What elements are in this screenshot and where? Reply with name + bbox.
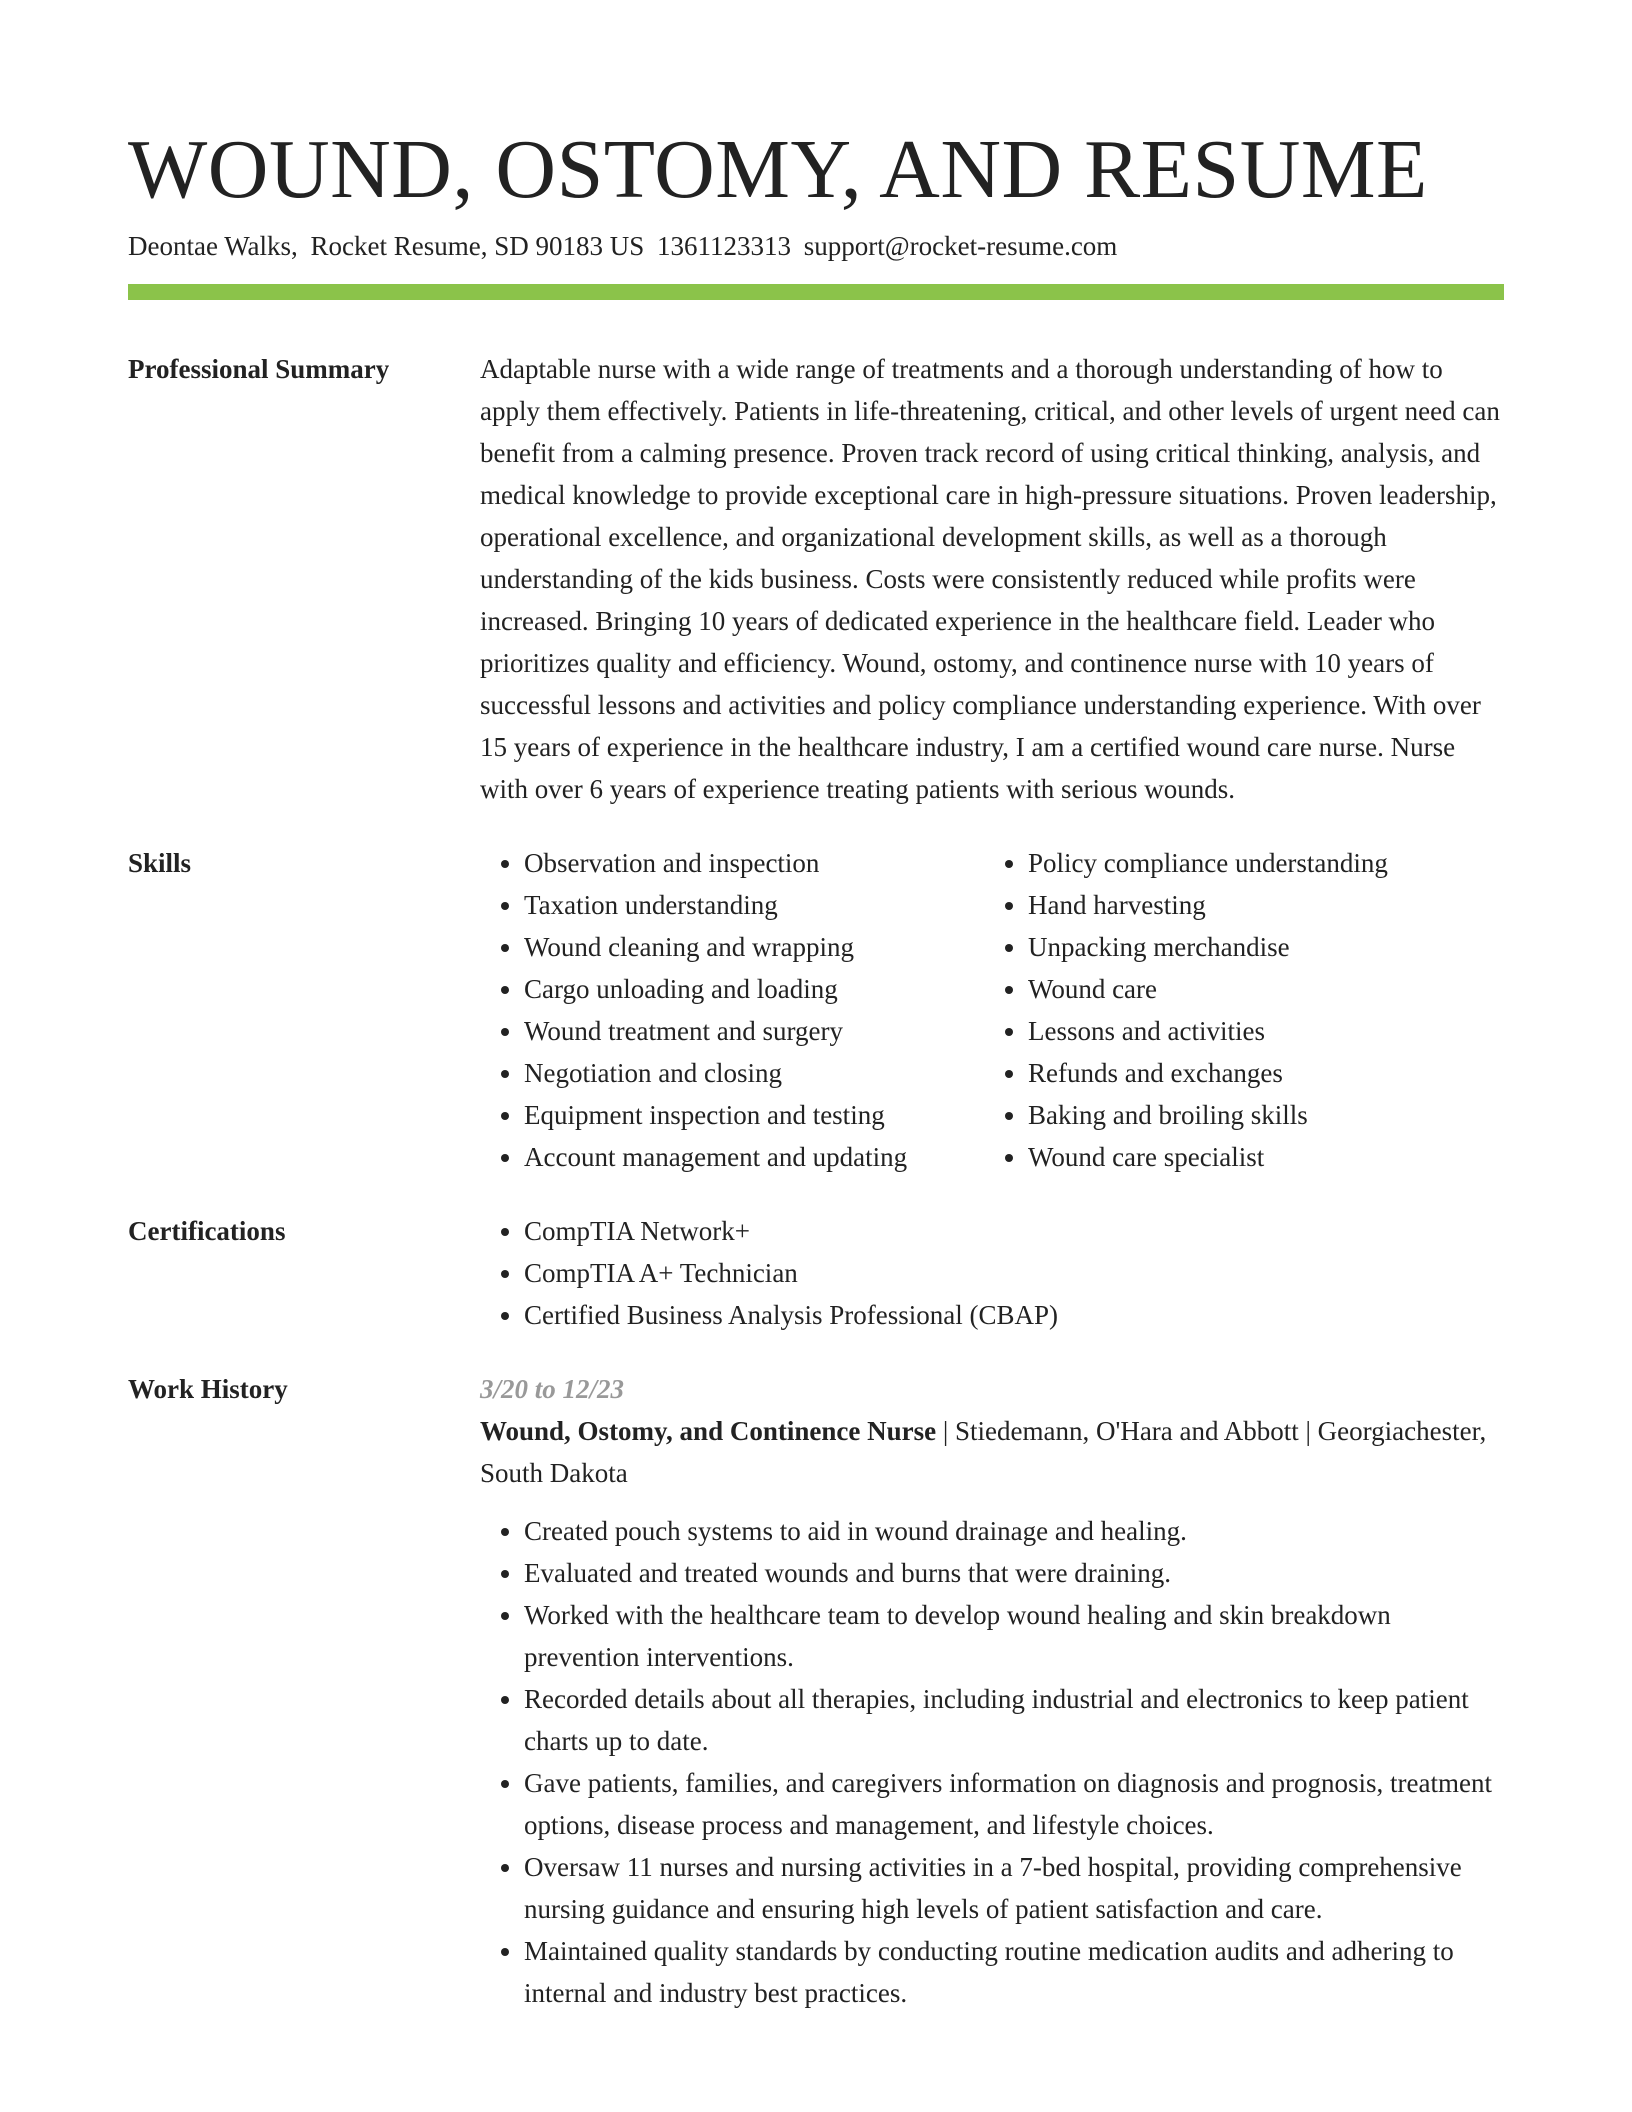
section-title-skills: Skills [128, 848, 192, 878]
accent-divider [128, 284, 1504, 300]
job-details: | Stiedemann, O'Hara and Abbott | Georgiachester, South Dakota [480, 1416, 1487, 1488]
job-bullet: • Oversaw 11 nurses and nursing activities in a 7-bed hospital, providing comprehensive nursing guidance and ensuring high levels of patient satisfaction and care. [524, 1846, 1504, 1930]
skills-grid [480, 842, 1504, 1178]
skill-item: • Baking and broiling skills [1028, 1094, 1484, 1136]
contact-line [128, 228, 1504, 264]
skill-item: • Wound care specialist [1028, 1136, 1484, 1178]
skill-item: • Negotiation and closing [524, 1052, 984, 1094]
job-bullet-list [480, 1510, 1504, 2014]
certification-item: • CompTIA A+ Technician [524, 1252, 1504, 1294]
certification-item: • CompTIA Network+ [524, 1210, 1504, 1252]
job-bullet: • Gave patients, families, and caregivers information on diagnosis and prognosis, treatment options, disease process and management, and lifestyle choices. [524, 1762, 1504, 1846]
job-bullet: • Recorded details about all therapies, including industrial and electronics to keep patient charts up to date. [524, 1678, 1504, 1762]
skill-item: • Lessons and activities [1028, 1010, 1484, 1052]
skill-item: • Unpacking merchandise [1028, 926, 1484, 968]
section-professional-summary [128, 348, 1504, 810]
work-history-body [480, 1368, 1504, 2014]
certifications-body [480, 1210, 1504, 1336]
job-bullet: • Created pouch systems to aid in wound drainage and healing. [524, 1510, 1504, 1552]
skills-list-right [984, 842, 1484, 1178]
skill-item: • Wound treatment and surgery [524, 1010, 984, 1052]
contact-location: Rocket Resume, SD 90183 US [310, 231, 645, 261]
contact-person: Deontae Walks, [128, 231, 298, 261]
skill-item: • Wound care [1028, 968, 1484, 1010]
contact-phone: 1361123313 [657, 231, 792, 261]
job-entry [480, 1368, 1504, 2014]
skill-item: • Wound cleaning and wrapping [524, 926, 984, 968]
skill-item: • Policy compliance understanding [1028, 842, 1484, 884]
job-dates: 3/20 to 12/23 [480, 1374, 625, 1404]
section-title-work-history: Work History [128, 1374, 288, 1404]
skill-item: • Hand harvesting [1028, 884, 1484, 926]
job-header [480, 1410, 1504, 1494]
skills-column-left [480, 842, 984, 1178]
section-work-history [128, 1368, 1504, 2014]
job-bullet: • Evaluated and treated wounds and burns that were draining. [524, 1552, 1504, 1594]
certifications-list [480, 1210, 1504, 1336]
skill-item: • Observation and inspection [524, 842, 984, 884]
skill-item: • Refunds and exchanges [1028, 1052, 1484, 1094]
resume-title: WOUND, OSTOMY, AND RESUME [128, 123, 1428, 216]
contact-email: support@rocket-resume.com [803, 231, 1118, 261]
skill-item: • Account management and updating [524, 1136, 984, 1178]
skills-list-left [480, 842, 984, 1178]
job-title: Wound, Ostomy, and Continence Nurse [480, 1416, 937, 1446]
resume-page [128, 120, 1504, 2014]
job-bullet: • Worked with the healthcare team to develop wound healing and skin breakdown prevention interventions. [524, 1594, 1504, 1678]
skills-column-right [984, 842, 1484, 1178]
skill-item: • Taxation understanding [524, 884, 984, 926]
section-title-summary: Professional Summary [128, 354, 390, 384]
skill-item: • Cargo unloading and loading [524, 968, 984, 1010]
section-certifications [128, 1210, 1504, 1336]
skill-item: • Equipment inspection and testing [524, 1094, 984, 1136]
job-bullet: • Maintained quality standards by conducting routine medication audits and adhering to internal and industry best practices. [524, 1930, 1504, 2014]
section-title-certifications: Certifications [128, 1216, 286, 1246]
summary-text: Adaptable nurse with a wide range of treatments and a thorough understanding of how to apply them effectively. Patients in life-threatening, critical, and other levels of urgent need can benefit from a calming presence. Proven track record of using critical thinking, analysis, and medical knowledge to provide exceptional care in high-pressure situations. Proven leadership, operational excellence, and organizational development skills, as well as a thorough understanding of the kids business. Costs were consistently reduced while profits were increased. Bringing 10 years of dedicated experience in the healthcare field. Leader who prioritizes quality and efficiency. Wound, ostomy, and continence nurse with 10 years of successful lessons and activities and policy compliance understanding experience. With over 15 years of experience in the healthcare industry, I am a certified wound care nurse. Nurse with over 6 years of experience treating patients with serious wounds. [480, 354, 1500, 804]
section-skills [128, 842, 1504, 1178]
certification-item: • Certified Business Analysis Professional (CBAP) [524, 1294, 1504, 1336]
summary-body [480, 348, 1504, 810]
